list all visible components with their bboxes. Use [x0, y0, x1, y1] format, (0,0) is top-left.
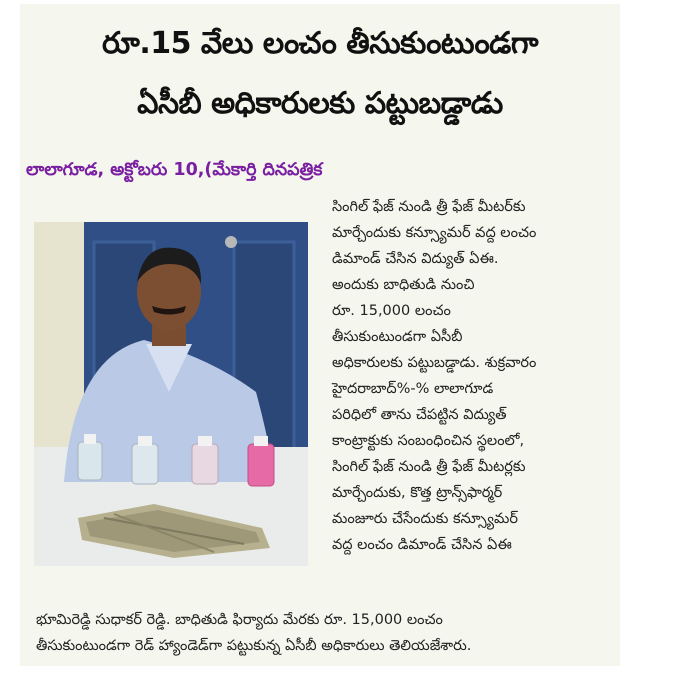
- article-full-width-text: [36, 607, 620, 659]
- article-line: మంజూరు చేసేందుకు కన్స్యూమర్: [332, 511, 518, 527]
- article-line: అధికారులకు పట్టుబడ్డాడు. శుక్రవారం: [332, 355, 537, 371]
- article-line: అందుకు బాధితుడి నుంచి: [332, 277, 475, 293]
- article-line: వద్ద లంచం డిమాండ్ చేసిన ఏఈ: [332, 537, 512, 553]
- dateline: లాలాగూడ, అక్టోబరు 10,(మేకార్తి దినపత్రిక: [26, 160, 323, 180]
- article-line: కాంట్రాక్టుకు సంబంధించిన స్థలంలో,: [332, 433, 525, 449]
- article-line: మార్చేందుకు కన్స్యూమర్ వద్ద లంచం: [332, 225, 537, 241]
- article-line: డిమాండ్ చేసిన విద్యుత్ ఏఈ.: [332, 251, 499, 267]
- article-column-text: [332, 194, 618, 558]
- article-line: సింగిల్ ఫేజ్ నుండి త్రీ ఫేజ్ మీటర్‌కు: [332, 199, 526, 215]
- news-photo: [34, 222, 308, 566]
- article-line: సింగిల్ ఫేజ్ నుండి త్రీ ఫేజ్ మీటర్లకు: [332, 459, 526, 475]
- headline-line-2: ఏసీబీ అధికారులకు పట్టుబడ్డాడు: [137, 86, 503, 121]
- article-line: పరిధిలో తాను చేపట్టిన విద్యుత్: [332, 407, 507, 423]
- article-line: తీసుకుంటుండగా రెడ్ హ్యాండెడ్‌గా పట్టుకున్న ఏసీబీ అధికారులు తెలియజేశారు.: [36, 638, 472, 654]
- article-line: హైదరాబాద్%-% లాలాగూడ: [332, 381, 494, 397]
- article-line: మార్చేందుకు, కొత్త ట్రాన్స్‌ఫార్మర్: [332, 485, 503, 501]
- headline-line-1: రూ.15 వేలు లంచం తీసుకుంటుండగా: [101, 26, 538, 61]
- article-line: భూమిరెడ్డి సుధాకర్ రెడ్డి. బాధితుడి ఫిర్యాదు మేరకు రూ. 15,000 లంచం: [36, 612, 443, 628]
- article-line: రూ. 15,000 లంచం: [332, 303, 451, 319]
- article-line: తీసుకుంటుండగా ఏసీబీ: [332, 329, 463, 345]
